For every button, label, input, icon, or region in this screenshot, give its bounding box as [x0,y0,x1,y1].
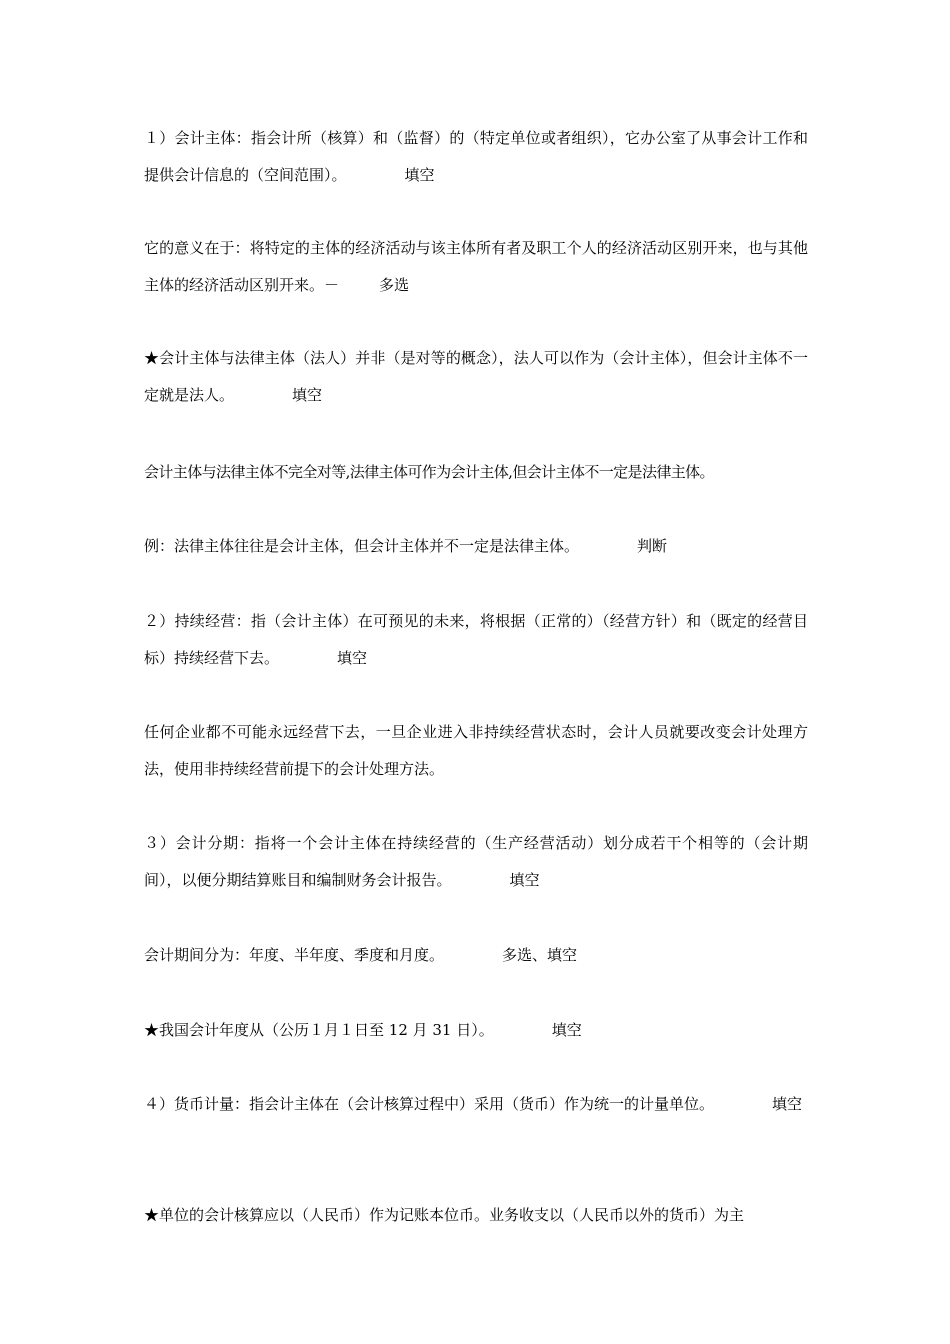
question-type-tag: 填空 [509,871,540,889]
paragraph-accounting-period [144,825,808,899]
question-type-tag: 填空 [337,649,368,667]
paragraph-text: ２）持续经营：指（会计主体）在可预见的未来，将根据（正常的）（经营方针）和（既定的经营目标）持续经营下去。 [144,612,808,667]
paragraph-entity-legal-note [144,454,808,491]
question-type-tag: 填空 [551,1021,582,1039]
paragraph-text: 它的意义在于：将特定的主体的经济活动与该主体所有者及职工个人的经济活动区别开来，也与其他主体的经济活动区别开来。－ [144,239,808,294]
question-type-tag: 多选、填空 [502,946,578,964]
paragraph-text: 会计主体与法律主体不完全对等,法律主体可作为会计主体,但会计主体不一定是法律主体。 [144,463,714,481]
question-type-tag: 填空 [404,166,435,184]
question-type-tag: 多选 [379,276,410,294]
paragraph-text: 例：法律主体往往是会计主体，但会计主体并不一定是法律主体。 [144,537,580,555]
paragraph-going-concern-note [144,714,808,788]
paragraph-going-concern [144,603,808,677]
paragraph-entity-vs-legal [144,340,808,414]
paragraph-text: 任何企业都不可能永远经营下去，一旦企业进入非持续经营状态时，会计人员就要改变会计处理方法，使用非持续经营前提下的会计处理方法。 [144,723,808,778]
paragraph-accounting-entity [144,120,808,194]
question-type-tag: 判断 [637,537,668,555]
paragraph-monetary-measurement [144,1086,808,1123]
paragraph-fiscal-year [144,1012,808,1049]
paragraph-text: ３）会计分期：指将一个会计主体在持续经营的（生产经营活动）划分成若干个相等的（会计期间），以便分期结算账目和编制财务会计报告。 [144,834,808,889]
paragraph-reporting-currency [144,1197,808,1234]
paragraph-text: ★我国会计年度从（公历１月１日至 12 月 31 日）。 [144,1021,494,1039]
paragraph-entity-significance [144,230,808,304]
paragraph-period-types [144,937,808,974]
question-type-tag: 填空 [772,1095,803,1113]
paragraph-text: 会计期间分为：年度、半年度、季度和月度。 [144,946,445,964]
paragraph-text: １）会计主体：指会计所（核算）和（监督）的（特定单位或者组织），它办公室了从事会计工作和提供会计信息的（空间范围）。 [144,129,808,184]
paragraph-text: ★单位的会计核算应以（人民币）作为记账本位币。业务收支以（人民币以外的货币）为主 [144,1206,745,1224]
paragraph-example [144,528,808,565]
paragraph-text: ★会计主体与法律主体（法人）并非（是对等的概念），法人可以作为（会计主体），但会计主体不一定就是法人。 [144,349,808,404]
paragraph-text: ４）货币计量：指会计主体在（会计核算过程中）采用（货币）作为统一的计量单位。 [144,1095,715,1113]
question-type-tag: 填空 [292,386,323,404]
